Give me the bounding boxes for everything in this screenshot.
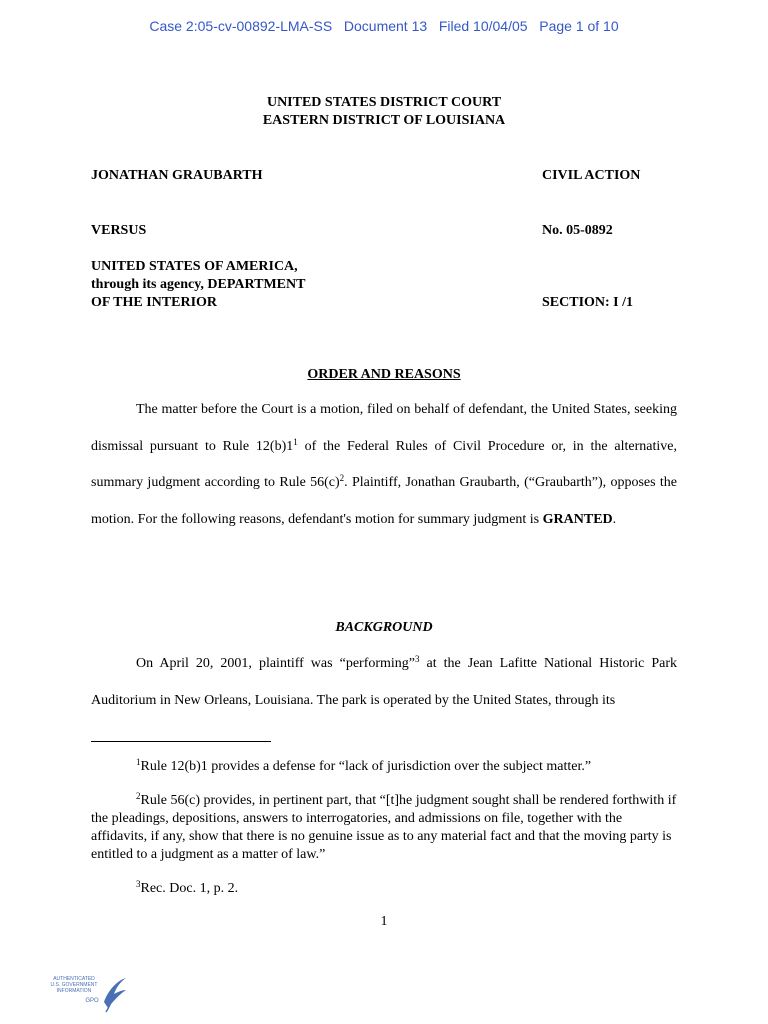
svg-text:AUTHENTICATED: AUTHENTICATED [53,976,95,982]
order-paragraph: The matter before the Court is a motion, filed on behalf of defendant, the United States, seeking dismissal pursuant to Rule $12(b)1^1$ of the Federal Rules of Civil Procedure or, in the alternative, summary judgment according to Rule $56(c)^2$. Plaintiff, Jonathan Graubarth, (“Graubarth”), opposes the motion. For the following reasons, defendant's motion for summary judgment is GRANTED. [91,402,677,527]
section-label: SECTION: I /1 [542,295,634,310]
defendant-line1: UNITED STATES OF AMERICA, [91,259,298,274]
plaintiff-name: JONATHAN GRAUBARTH [91,168,263,183]
case-header: Case 2:05-cv-00892-LMA-SS Document 13 Filed 10/04/05 Page 1 of 10 [149,18,619,34]
civil-action-label: CIVIL ACTION [542,168,641,183]
footnote-2: $^2$Rule 56(c) provides, in pertinent part, that “[t]he judgment sought shall be rendered forthwith if the pleadings, depositions, answers to interrogatories, and admissions on file, together with the affidavits, if any, show that there is no genuine issue as to any material fact and that the moving party is entitled to a judgment as a matter of law.” [91,791,677,862]
svg-text:U.S. GOVERNMENT: U.S. GOVERNMENT [50,982,98,988]
court-name-line2: EASTERN DISTRICT OF LOUISIANA [262,113,506,128]
footnote-ref-3: 3 [415,654,420,664]
background-paragraph: On April 20, 2001, plaintiff was “performing”$^3$ at the Jean Lafitte National Historic Park Auditorium in New Orleans, Louisiana. The park is operated by the United States, through its [91,654,677,708]
order-title: ORDER AND REASONS [307,367,461,382]
footnote-3: $^3$Rec. Doc. 1, p. 2. [136,879,239,896]
gpo-authenticated-logo-icon [44,972,130,1018]
footnote-ref-2: 2 [339,473,345,483]
svg-text:GPO: GPO [85,998,99,1004]
defendant-line2: through its agency, DEPARTMENT [91,277,306,292]
defendant-line3: OF THE INTERIOR [91,295,218,310]
granted-text: GRANTED [542,511,613,527]
court-name [0,94,768,130]
footnote-divider [91,741,271,742]
footnote-ref-1: 1 [293,436,298,447]
svg-text:INFORMATION: INFORMATION [56,988,92,994]
versus-label: VERSUS [91,223,147,238]
defendant-name [91,258,305,312]
page-number: 1 [380,914,388,929]
court-name-line1: UNITED STATES DISTRICT COURT [266,95,502,110]
case-number: No. 05-0892 [542,223,613,238]
footnote-1: $^1$Rule 12(b)1 provides a defense for “lack of jurisdiction over the subject matter.” [136,757,592,774]
background-heading: BACKGROUND [335,620,433,635]
